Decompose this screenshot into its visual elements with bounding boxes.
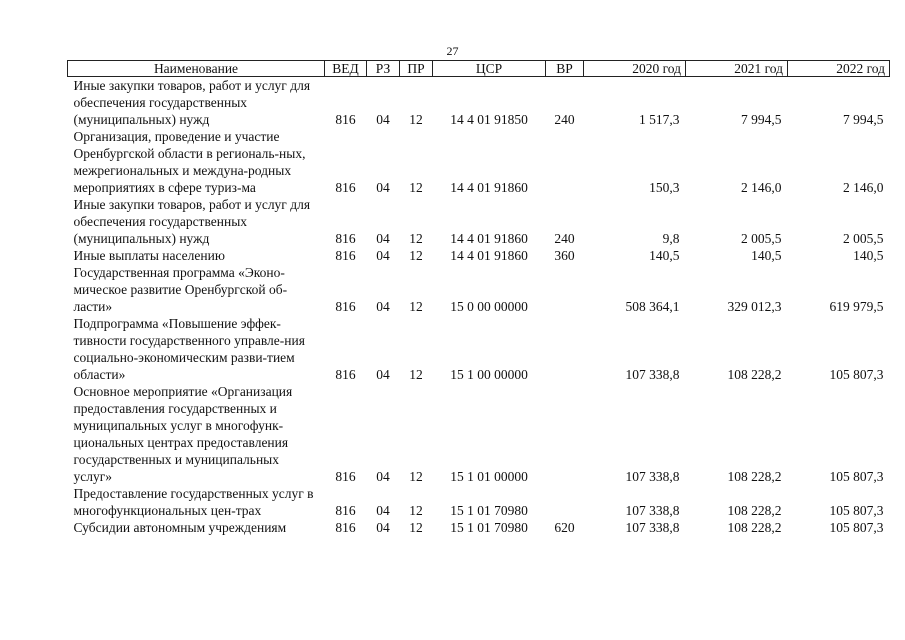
row-pr: 12 <box>409 520 423 535</box>
table-row <box>68 485 890 519</box>
row-vr <box>546 485 584 519</box>
row-csr: 14 4 01 91850 <box>450 112 528 127</box>
row-ved: 816 <box>335 248 356 263</box>
row-name: Государственная программа «Эконо-мическое развитие Оренбургской об-ласти» <box>73 265 288 314</box>
row-2020: 107 338,8 <box>625 503 680 518</box>
row-2022: 619 979,5 <box>829 299 884 314</box>
row-2022: 7 994,5 <box>843 112 884 127</box>
table-row <box>68 264 890 315</box>
row-pr: 12 <box>409 503 423 518</box>
row-ved: 816 <box>335 503 356 518</box>
table-header <box>68 61 890 77</box>
row-rz: 04 <box>376 231 390 246</box>
row-2021: 108 228,2 <box>727 469 782 484</box>
row-2022: 105 807,3 <box>829 367 884 382</box>
row-2021: 2 146,0 <box>741 180 782 195</box>
row-2022: 140,5 <box>853 248 884 263</box>
row-csr: 15 1 00 00000 <box>450 367 528 382</box>
header-pr: ПР <box>400 61 433 77</box>
row-csr: 15 1 01 70980 <box>450 520 528 535</box>
table-row <box>68 196 890 247</box>
row-vr: 240 <box>554 112 575 127</box>
row-2021: 108 228,2 <box>727 503 782 518</box>
row-pr: 12 <box>409 231 423 246</box>
row-2021: 2 005,5 <box>741 231 782 246</box>
row-name: Подпрограмма «Повышение эффек-тивности государственного управле-ния социально-экономическим разви-тием области» <box>73 316 305 382</box>
row-rz: 04 <box>376 248 390 263</box>
row-2020: 508 364,1 <box>625 299 680 314</box>
row-name: Организация, проведение и участие Оренбургской области в региональ-ных, межрегиональных и междуна-родных мероприятиях в сфере туриз-ма <box>73 129 306 195</box>
row-rz: 04 <box>376 520 390 535</box>
row-csr: 14 4 01 91860 <box>450 231 528 246</box>
table-row <box>68 315 890 383</box>
row-rz: 04 <box>376 469 390 484</box>
header-2020: 2020 год <box>584 61 686 77</box>
row-2020: 140,5 <box>649 248 680 263</box>
row-name: Предоставление государственных услуг в многофункциональных цен-трах <box>73 486 314 518</box>
row-rz: 04 <box>376 503 390 518</box>
page-number: 27 <box>446 44 459 58</box>
table-body <box>68 77 890 537</box>
row-rz: 04 <box>376 112 390 127</box>
header-rz: РЗ <box>367 61 400 77</box>
table-row <box>68 383 890 485</box>
header-vr: ВР <box>546 61 584 77</box>
row-rz: 04 <box>376 180 390 195</box>
row-vr: 240 <box>554 231 575 246</box>
header-ved: ВЕД <box>325 61 367 77</box>
row-2020: 150,3 <box>649 180 680 195</box>
row-ved: 816 <box>335 299 356 314</box>
row-name: Иные выплаты населению <box>73 248 225 263</box>
row-pr: 12 <box>409 112 423 127</box>
table-row <box>68 519 890 536</box>
row-pr: 12 <box>409 367 423 382</box>
row-csr: 14 4 01 91860 <box>450 180 528 195</box>
row-2022: 105 807,3 <box>829 520 884 535</box>
table-row <box>68 247 890 264</box>
row-rz: 04 <box>376 299 390 314</box>
row-vr <box>546 128 584 196</box>
row-ved: 816 <box>335 112 356 127</box>
row-pr: 12 <box>409 469 423 484</box>
row-2022: 2 005,5 <box>843 231 884 246</box>
row-ved: 816 <box>335 520 356 535</box>
header-csr: ЦСР <box>433 61 546 77</box>
row-vr: 620 <box>554 520 575 535</box>
row-name: Субсидии автономным учреждениям <box>73 520 287 535</box>
row-pr: 12 <box>409 248 423 263</box>
row-2022: 2 146,0 <box>843 180 884 195</box>
row-2021: 7 994,5 <box>741 112 782 127</box>
row-2022: 105 807,3 <box>829 469 884 484</box>
row-2020: 107 338,8 <box>625 367 680 382</box>
row-vr <box>546 264 584 315</box>
row-pr: 12 <box>409 180 423 195</box>
row-name: Основное мероприятие «Организация предоставления государственных и муниципальных услуг в многофунк-циональных центрах предоставления государственных и муниципальных услуг» <box>73 384 293 484</box>
row-vr: 360 <box>554 248 575 263</box>
header-row <box>68 61 890 77</box>
row-csr: 15 1 01 00000 <box>450 469 528 484</box>
row-pr: 12 <box>409 299 423 314</box>
row-2020: 9,8 <box>662 231 680 246</box>
row-2021: 108 228,2 <box>727 367 782 382</box>
row-name: Иные закупки товаров, работ и услуг для обеспечения государственных (муниципальных) нужд <box>73 197 311 246</box>
row-vr <box>546 383 584 485</box>
row-vr <box>546 315 584 383</box>
row-csr: 15 1 01 70980 <box>450 503 528 518</box>
budget-table <box>67 60 890 536</box>
row-2020: 1 517,3 <box>639 112 680 127</box>
table-row <box>68 128 890 196</box>
row-ved: 816 <box>335 367 356 382</box>
row-csr: 14 4 01 91860 <box>450 248 528 263</box>
row-csr: 15 0 00 00000 <box>450 299 528 314</box>
row-2020: 107 338,8 <box>625 520 680 535</box>
row-2021: 140,5 <box>751 248 782 263</box>
header-name: Наименование <box>68 61 325 77</box>
table-row <box>68 77 890 129</box>
row-rz: 04 <box>376 367 390 382</box>
row-ved: 816 <box>335 469 356 484</box>
row-2021: 108 228,2 <box>727 520 782 535</box>
row-ved: 816 <box>335 180 356 195</box>
row-2021: 329 012,3 <box>727 299 782 314</box>
row-ved: 816 <box>335 231 356 246</box>
row-name: Иные закупки товаров, работ и услуг для обеспечения государственных (муниципальных) нужд <box>73 78 311 127</box>
header-2022: 2022 год <box>788 61 890 77</box>
row-2020: 107 338,8 <box>625 469 680 484</box>
header-2021: 2021 год <box>686 61 788 77</box>
row-2022: 105 807,3 <box>829 503 884 518</box>
